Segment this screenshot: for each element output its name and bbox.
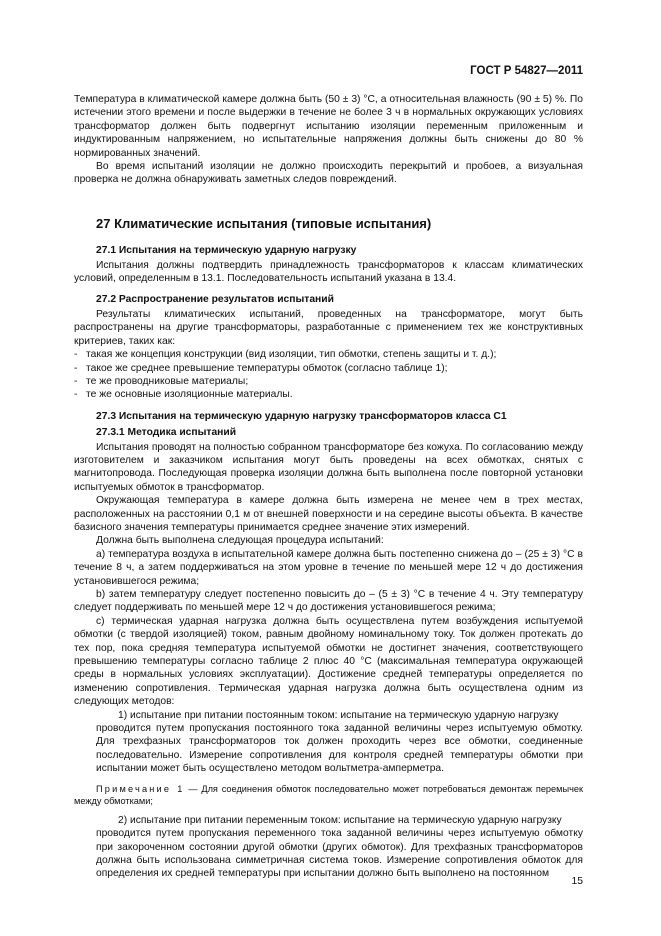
procedure-step-a: а) температура воздуха в испытательной камере должна быть постепенно снижена до – (25 ± 3) °С в течение 8 ч, а затем поддерживаться на этом уровне в течение по меньшей мере 12 ч до достижения установившегося режима;	[74, 548, 583, 587]
note-label: Примечание 1	[96, 783, 185, 794]
procedure-step-b: b) затем температуру следует постепенно повысить до – (5 ± 3) °С в течение 4 ч. Эту температуру следует поддерживать по меньшей мере 12 ч до достижения установившегося режима;	[74, 589, 583, 614]
list-item: - такая же концепция конструкции (вид изоляции, тип обмотки, степень защиты и т. д.);	[74, 349, 497, 361]
section-27-2-title: 27.2 Распространение результатов испытаний	[96, 294, 334, 306]
method-1	[74, 709, 583, 776]
intro-paragraph: Температура в климатической камере должна быть (50 ± 3) °С, а относительная влажность (90 ± 5) %. По истечении этого времени и после выдержки в течение не более 3 ч в нормальных окружающих условиях трансформатор должен быть подвергнут испытанию изоляции переменным приложенным и индуктированным напряжением, но испытательные напряжения должны быть снижены до 80 % нормированных значений.	[74, 94, 583, 159]
list-item: - такое же среднее превышение температуры обмоток (согласно таблице 1);	[74, 362, 448, 374]
document-code: ГОСТ Р 54827—2011	[470, 65, 583, 77]
section-27-1-text: Испытания должны подтвердить принадлежность трансформаторов к классам климатических условий, определенным в 13.1. Последовательность испытаний указана в 13.4.	[74, 259, 583, 285]
method-paragraph: Должна быть выполнена следующая процедура испытаний:	[96, 535, 384, 547]
method-1-head: 1) испытание при питании постоянным током: испытание на термическую ударную нагрузку	[118, 709, 559, 721]
section-27-title: 27 Климатические испытания (типовые испытания)	[96, 215, 432, 231]
list-item: - те же проводниковые материалы;	[74, 375, 249, 387]
intro-paragraph: Во время испытаний изоляции не должно происходить перекрытий и пробоев, а визуальная проверка не должна обнаруживать заметных следов повреждений.	[74, 161, 583, 186]
method-paragraph: Окружающая температура в камере должна быть измерена не менее чем в трех местах, расположенных на расстоянии 0,1 м от внешней поверхности и на середине высоты объекта. В качестве базисного значения температуры принимается среднее значение этих измерений.	[74, 495, 583, 533]
list-item: - те же основные изоляционные материалы.	[74, 389, 293, 401]
page-number: 15	[571, 876, 583, 887]
note-1	[74, 783, 583, 807]
method-2-head: 2) испытание при питании переменным током: испытание на термическую ударную нагрузку	[118, 814, 562, 826]
method-paragraph: Испытания проводят на полностью собранном трансформаторе без кожуха. По согласованию между изготовителем и заказчиком испытания могут быть проведены на всех обмотках, снятых с магнитопровода. Последующая проверка изоляции должна быть выполнена после повторной установки испытуемых обмоток в трансформатор.	[74, 441, 583, 493]
method-1-text: проводится путем пропускания постоянного тока заданной величины через испытуемую обмотку. Для трехфазных трансформаторов ток должен проходить через все обмотки, соединенные последовательно. Измерение сопротивления для контроля средней температуры обмотки при испытании может быть осуществлено методом вольтметра-амперметра.	[96, 723, 583, 775]
procedure-step-c: с) термическая ударная нагрузка должна быть осуществлена путем возбуждения испытуемой обмотки (с твердой изоляцией) током, равным двойному номинальному току. Ток должен протекать до тех пор, пока средняя температура испытуемой обмотки не достигнет значения, соответствующего превышению температуры согласно таблице 2 плюс 40 °С (максимальная температура окружающей среды в нормальных условиях эксплуатации). Достижение средней температуры определяется по изменению сопротивления. Термическая ударная нагрузка должна быть осуществлена одним из следующих методов:	[74, 615, 583, 708]
page-content	[74, 93, 583, 881]
section-27-1-title: 27.1 Испытания на термическую ударную нагрузку	[96, 245, 357, 257]
section-27-2-text: Результаты климатических испытаний, проведенных на трансформаторе, могут быть распространены на другие трансформаторы, разработанные с применением тех же конструктивных критериев, таких как:	[74, 308, 583, 347]
section-27-3-1-title: 27.3.1 Методика испытаний	[96, 427, 237, 439]
method-2	[74, 814, 583, 881]
section-27-3-title: 27.3 Испытания на термическую ударную нагрузку трансформаторов класса С1	[96, 410, 507, 422]
note-text: — Для соединения обмоток последовательно может потребоваться демонтаж перемычек между обмотками;	[74, 783, 583, 806]
method-2-text: проводится путем пропускания переменного тока заданной величины через испытуемую обмотку при закороченном состоянии другой обмотки (других обмоток). Для трехфазных трансформаторов должна быть использована симметричная система токов. Измерение сопротивления обмоток для определения их средней температуры при испытании должно быть выполнено на постоянном	[96, 828, 583, 880]
